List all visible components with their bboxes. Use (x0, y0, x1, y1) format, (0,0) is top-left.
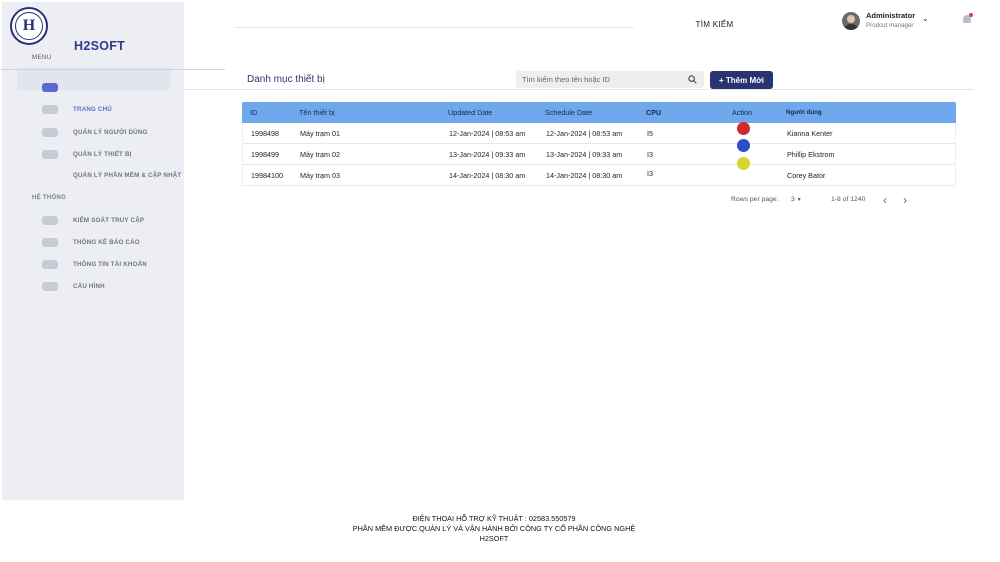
cell-id: 1998499 (251, 150, 279, 159)
rows-per-page-select[interactable] (791, 196, 801, 203)
cell-id: 19984100 (251, 171, 283, 180)
sidebar-item-label: THỐNG KÊ BÁO CÁO (73, 238, 140, 246)
menu-label: MENU (32, 55, 52, 61)
table-row[interactable] (242, 144, 956, 165)
cell-id: 1998498 (251, 129, 279, 138)
cell-user: Kianna Kenter (787, 129, 833, 138)
settings-icon (42, 282, 58, 291)
user-menu[interactable] (842, 11, 915, 31)
footer-brand: H2SOFT (479, 534, 509, 543)
section-label-system: HỆ THỐNG (32, 195, 67, 201)
cell-updated: 13-Jan-2024 | 09:33 am (449, 150, 526, 159)
header-divider (234, 27, 634, 28)
cell-schedule: 13-Jan-2024 | 09:33 am (546, 150, 623, 159)
sidebar-item-access-control[interactable] (42, 214, 144, 226)
user-role: Prodcut manager (866, 22, 914, 29)
column-header-updated[interactable]: Updated Date (448, 108, 493, 117)
sidebar-item-account[interactable] (42, 258, 147, 270)
brand-name: H2SOFT (74, 39, 126, 53)
cell-user: Corey Bator (787, 171, 826, 180)
action-status-yellow[interactable] (737, 157, 750, 170)
cell-updated: 14-Jan-2024 | 08:30 am (449, 171, 526, 180)
user-name: Administrator (866, 11, 916, 20)
cell-schedule: 14-Jan-2024 | 08:30 am (546, 171, 623, 180)
sidebar-item-home[interactable] (42, 103, 112, 115)
device-icon (42, 150, 58, 159)
sidebar-item-label: THÔNG TIN TÀI KHOẢN (73, 260, 147, 268)
cell-schedule: 12-Jan-2024 | 08:53 am (546, 129, 623, 138)
bell-icon[interactable] (962, 13, 972, 24)
search-input[interactable] (516, 71, 704, 88)
column-header-action: Action (732, 108, 752, 117)
footer (0, 514, 988, 544)
sidebar-item-devices[interactable] (42, 148, 132, 160)
footer-support-phone: ĐIỆN THOẠI HỖ TRỢ KỸ THUẬT : 02583.550579 (412, 514, 576, 523)
report-icon (42, 238, 58, 247)
column-header-id[interactable]: ID (250, 108, 258, 117)
header-search-button[interactable]: TÌM KIẾM (695, 19, 734, 29)
cell-name: Máy trạm 03 (300, 171, 340, 180)
sidebar-item-label: QUẢN LÝ NGƯỜI DÙNG (73, 128, 148, 136)
sidebar-item-software[interactable] (42, 169, 181, 181)
account-icon (42, 260, 58, 269)
table-row[interactable] (242, 123, 956, 144)
sidebar-item-label: QUẢN LÝ THIẾT BỊ (73, 150, 132, 158)
sidebar-item-label: CẤU HÌNH (73, 282, 105, 290)
footer-company-line: PHẦN MỀM ĐƯỢC QUẢN LÝ VÀ VẬN HÀNH BỞI CÔNG TY CỔ PHẦN CÔNG NGHỆ (352, 524, 636, 533)
cell-updated: 12-Jan-2024 | 08:53 am (449, 129, 526, 138)
add-device-button[interactable]: + Thêm Mới (710, 71, 773, 89)
column-header-schedule[interactable]: Schedule Date (545, 108, 593, 117)
prev-page-icon[interactable]: ‹ (883, 193, 887, 207)
action-status-blue[interactable] (737, 139, 750, 152)
cart-icon (42, 105, 58, 114)
next-page-icon[interactable]: › (903, 193, 907, 207)
device-table (242, 102, 956, 186)
sidebar-item-dashboard[interactable] (42, 81, 73, 93)
rows-per-page-label: Rows per page: (731, 196, 779, 203)
cell-cpu: I5 (647, 129, 653, 138)
page-title: Danh mục thiết bị (247, 74, 325, 85)
user-info (866, 11, 915, 31)
sidebar-item-label: KIỂM SOÁT TRUY CẬP (73, 216, 145, 224)
action-status-red[interactable] (737, 122, 750, 135)
access-icon (42, 216, 58, 225)
pagination-range: 1-8 of 1240 (831, 196, 866, 203)
logo (10, 7, 48, 45)
sidebar-active-highlight (17, 68, 170, 90)
chevron-down-icon[interactable]: ⌄ (922, 14, 929, 23)
sidebar-item-reports[interactable] (42, 236, 140, 248)
table-header (242, 102, 956, 123)
logo-mark: H (15, 12, 43, 40)
caret-down-icon: ▾ (797, 197, 801, 203)
avatar (842, 12, 860, 30)
cell-name: Máy trạm 01 (300, 129, 340, 138)
sidebar-item-label: QUẢN LÝ PHẦN MỀM & CẬP NHẬT (73, 171, 182, 179)
cell-user: Phillip Ekstrom (787, 150, 835, 159)
cell-name: Máy trạm 02 (300, 150, 340, 159)
column-header-cpu[interactable]: CPU (646, 108, 662, 117)
sidebar-item-settings[interactable] (42, 280, 105, 292)
rows-per-page-value: 3 (791, 196, 795, 203)
column-header-user[interactable]: Người dùng (786, 109, 822, 116)
cell-cpu: I3 (647, 169, 653, 178)
dashboard-icon (42, 83, 58, 92)
search-icon[interactable] (688, 75, 697, 84)
sidebar-item-label: TRANG CHỦ (73, 105, 112, 113)
column-header-name[interactable]: Tên thiết bị (299, 108, 335, 117)
users-icon (42, 128, 58, 137)
sidebar-item-users[interactable] (42, 126, 148, 138)
sidebar-divider (0, 69, 225, 70)
table-row[interactable] (242, 165, 956, 186)
sidebar (2, 2, 184, 500)
cell-cpu: I3 (647, 150, 653, 159)
notification-dot (969, 13, 973, 17)
content-divider (184, 89, 974, 90)
